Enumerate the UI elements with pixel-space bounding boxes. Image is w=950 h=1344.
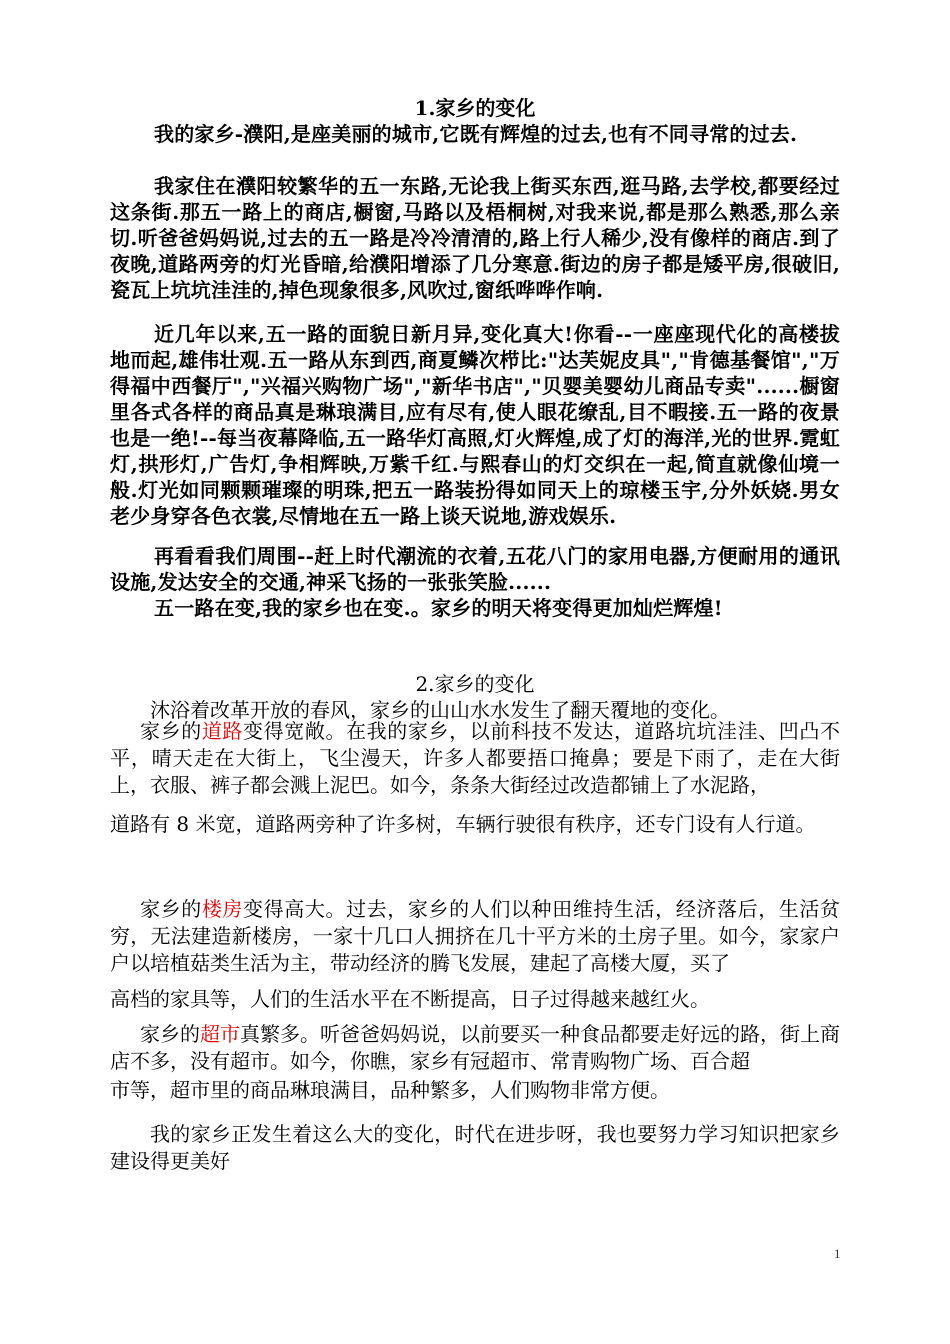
essay1-paragraph-1: 我的家乡-濮阳,是座美丽的城市,它既有辉煌的过去,也有不同寻常的过去. [154, 122, 798, 146]
supermarkets-intro: 家乡的 [140, 1022, 200, 1046]
buildings-keyword: 楼房 [201, 897, 244, 921]
page-number: 1 [834, 1246, 841, 1261]
essay2-title: 2.家乡的变化 [415, 672, 535, 696]
essay1-paragraph-2: 我家住在濮阳较繁华的五一东路,无论我上街买东西,逛马路,去学校,都要经过这条街.那五一路上的商店,橱窗,马路以及梧桐树,对我来说,都是那么熟悉,那么亲切.听爸爸妈妈说,过去的五一路是冷冷清清的,路上行人稀少,没有像样的商店.到了夜晚,道路两旁的灯光昏暗,给濮阳增添了几分寒意.街边的房子都是矮平房,很破旧,瓷瓦上坑坑洼洼的,掉色现象很多,风吹过,窗纸哗哗作响. [110, 174, 840, 302]
supermarkets-keyword: 超市 [200, 1022, 240, 1046]
essay2-paragraph-supermarkets-cont: 市等，超市里的商品琳琅满目，品种繁多，人们购物非常方便。 [110, 1078, 670, 1102]
essay1-paragraph-5: 五一路在变,我的家乡也在变.。家乡的明天将变得更加灿烂辉煌! [154, 596, 723, 620]
roads-intro: 家乡的 [140, 719, 202, 743]
essay1-title: 1.家乡的变化 [414, 96, 536, 120]
roads-keyword: 道路 [201, 719, 244, 743]
roads-text: 变得宽敞。在我的家乡，以前科技不发达，道路坑坑洼洼、凹凸不平，晴天走在大街上，飞尘漫天，许多人都要捂口掩鼻；要是下雨了，走在大街上，衣服、裤子都会溅上泥巴。如今，条条大街经过改造都铺上了水泥路， [110, 719, 841, 797]
supermarkets-text: 真繁多。听爸爸妈妈说，以前要买一种食品都要走好远的路，街上商店不多，没有超市。如今，你瞧，家乡有冠超市、常青购物广场、百合超 [110, 1022, 840, 1073]
essay1-paragraph-3: 近几年以来,五一路的面貌日新月异,变化真大!你看--一座座现代化的高楼拔地而起,雄伟壮观.五一路从东到西,商夏鳞次栉比:"达芙妮皮具","肯德基餐馆","万得福中西餐厅","兴福兴购物广场","新华书店","贝婴美婴幼儿商品专卖"......橱窗里各式各样的商品真是琳琅满目,应有尽有,使人眼花缭乱,目不暇接.五一路的夜景也是一绝!--每当夜幕降临,五一路华灯高照,灯火辉煌,成了灯的海洋,光的世界.霓虹灯,拱形灯,广告灯,争相辉映,万紫千红.与熙春山的灯交织在一起,简直就像仙境一般.灯光如同颗颗璀璨的明珠,把五一路装扮得如同天上的琼楼玉宇,分外妖娆.男女老少身穿各色衣裳,尽情地在五一路上谈天说地,游戏娱乐. [110, 322, 840, 528]
essay2-paragraph-buildings [110, 896, 840, 977]
buildings-text: 变得高大。过去，家乡的人们以种田维持生活，经济落后，生活贫穷，无法建造新楼房，一家十几口人拥挤在几十平方米的土房子里。如今，家家户户以培植菇类生活为主，带动经济的腾飞发展，建起了高楼大厦，买了 [110, 897, 841, 975]
essay2-paragraph-buildings-cont: 高档的家具等，人们的生活水平在不断提高，日子过得越来越红火。 [110, 987, 710, 1011]
essay2-paragraph-supermarkets [110, 1021, 840, 1075]
essay1-paragraph-4: 再看看我们周围--赶上时代潮流的衣着,五花八门的家用电器,方便耐用的通讯设施,发达安全的交通,神采飞扬的一张张笑脸...... [110, 544, 840, 594]
essay2-paragraph-1: 沐浴着改革开放的春风，家乡的山山水水发生了翻天覆地的变化。 [150, 698, 730, 722]
buildings-intro: 家乡的 [140, 897, 202, 921]
essay2-paragraph-5: 我的家乡正发生着这么大的变化，时代在进步呀，我也要努力学习知识把家乡建设得更美好 [110, 1122, 840, 1173]
essay2-paragraph-roads [110, 718, 840, 799]
essay2-paragraph-roads-cont: 道路有 8 米宽，道路两旁种了许多树，车辆行驶很有秩序，还专门设有人行道。 [110, 812, 816, 836]
